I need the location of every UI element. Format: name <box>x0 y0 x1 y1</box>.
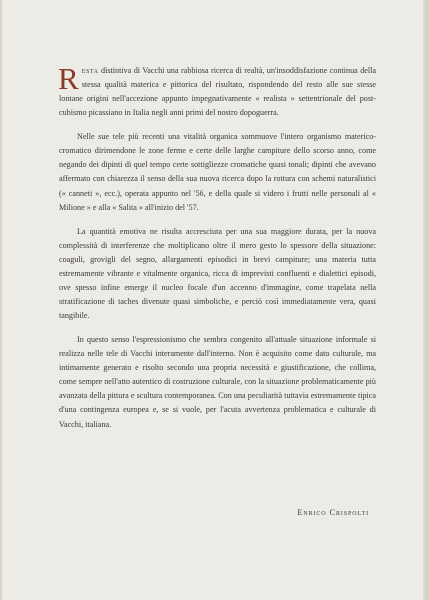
article-body <box>58 61 376 441</box>
drop-cap: R <box>58 61 79 96</box>
first-word: esta <box>81 66 99 75</box>
paragraph-4: In questo senso l'espressionismo che sembra congenito all'attuale situazione informale si realizza nelle tele di Vacchi interamente dall'interno. Non è acquisito come dato culturale, ma intimamente generato e risolto secondo una propria necessità e giustificazione, che collima, come sempre nell'atto autentico di costruzione culturale, con la situazione problematicamente più avanzata della pittura e scultura contemporanea. Con una peculiarità tuttavia estremamente tipica d'una contingenza europea e, se si vuole, per l'acuta avvertenza problematica e culturale di Vacchi, italiana. <box>59 334 376 429</box>
paragraph-1 <box>58 61 376 120</box>
paragraph-3: La quantità emotiva ne risulta accresciuta per una sua maggiore durata, per la nuova complessità di interferenze che moltiplicano oltre il mero gesto lo spessore della situazione: coaguli, grovigli del segno, allargamenti episodici in brevi campiture; una materia tutta estremamente vibrante e vitalmente organica, ricca di imprevisti confluenti e dialettici episodi, ove spesso infine emerge il nucleo focale d'un accenno d'immagine, come trapelata nella stratificazione di taches divenute quasi simboliche, e perciò così immediatamente vera, quasi tangibile. <box>59 226 376 321</box>
page-edge-shadow <box>423 0 427 600</box>
paragraph-2: Nelle sue tele più recenti una vitalità organica sommuove l'intero organismo materico-cromatico dirimendone le zone ferme e certe delle larghe campiture dello scorso anno, come negando dei dipinti di quel tempo certe sottigliezze cromatiche quasi tonali; dipinti che avevano affermato con chiarezza il senso della sua nuova ricerca dopo la rottura con schemi naturalistici (« canneti », ecc.), operata appunto nel '56, e della quale si videro i frutti nelle personali al « Milione » e alla « Salita » all'inizio del '57. <box>59 132 376 212</box>
page <box>2 0 427 600</box>
author-signature: Enrico Crispolti <box>297 508 369 517</box>
paragraph-1-text: distintiva di Vacchi una rabbiosa ricerca di realtà, un'insoddisfazione continua della stessa qualità materica e pittorica del risultato, rispondendo del resto alle sue stesse lontane origini nell'accezione appunto impegnativamente « realista » settentrionale del post-cubismo picassiano in Italia negli anni primi del nostro dopoguerra. <box>59 66 376 118</box>
